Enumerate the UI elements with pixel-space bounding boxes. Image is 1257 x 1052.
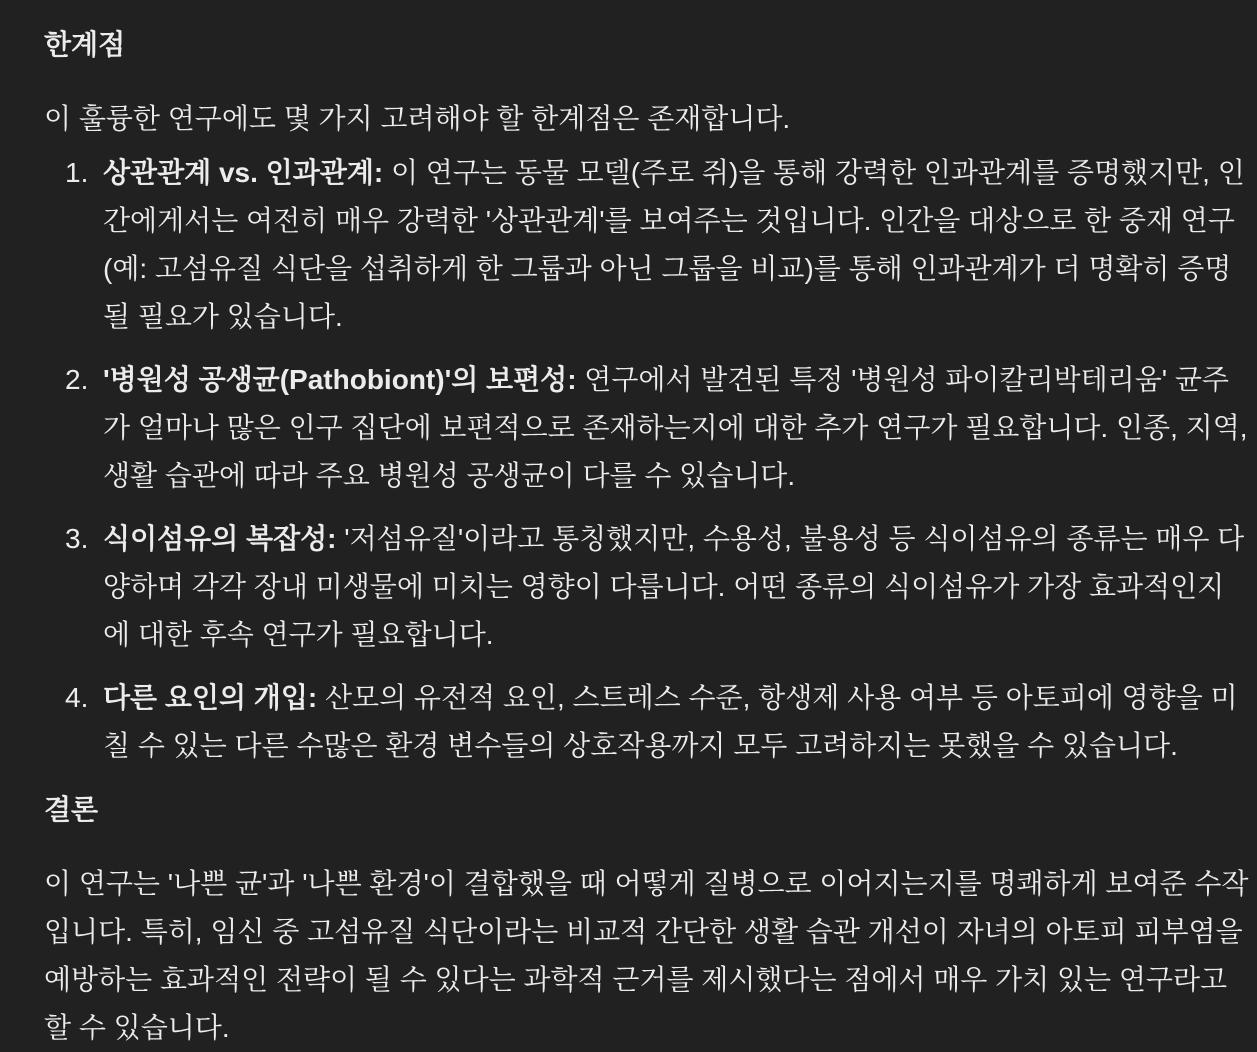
list-item-content: [103, 674, 1249, 770]
limitations-intro: 이 훌륭한 연구에도 몇 가지 고려해야 할 한계점은 존재합니다.: [44, 103, 791, 134]
list-item-content: [103, 356, 1249, 500]
conclusion-heading: 결론: [44, 794, 99, 825]
list-item-label: 상관관계 vs. 인과관계:: [103, 157, 384, 188]
list-item-label: '병원성 공생균(Pathobiont)'의 보편성:: [103, 364, 577, 395]
list-item: [44, 515, 1249, 659]
conclusion-body: 이 연구는 '나쁜 균'과 '나쁜 환경'이 결합했을 때 어떻게 질병으로 이어지는지를 명쾌하게 보여준 수작입니다. 특히, 임신 중 고섬유질 식단이라는 비교적 간단한 생활 습관 개선이 자녀의 아토피 피부염을 예방하는 효과적인 전략이 될 수 있다는 과학적 근거를 제시했다는 점에서 매우 가치 있는 연구라고 할 수 있습니다.: [44, 868, 1249, 1043]
list-item-label: 다른 요인의 개입:: [103, 682, 318, 713]
list-item-number: 3.: [65, 523, 89, 554]
list-item-number: 1.: [65, 157, 89, 188]
list-item: [44, 149, 1249, 341]
limitations-heading: 한계점: [44, 29, 126, 60]
list-item-content: [103, 515, 1249, 659]
list-item-content: [103, 149, 1249, 341]
list-item: [44, 356, 1249, 500]
list-item-number: 4.: [65, 682, 89, 713]
list-item-text: 이 연구는 동물 모델(주로 쥐)을 통해 강력한 인과관계를 증명했지만, 인간에게서는 여전히 매우 강력한 '상관관계'를 보여주는 것입니다. 인간을 대상으로 한 중재 연구(예: 고섬유질 식단을 섭취하게 한 그룹과 아닌 그룹을 비교)를 통해 인과관계가 더 명확히 증명될 필요가 있습니다.: [103, 157, 1245, 332]
list-item-label: 식이섬유의 복잡성:: [103, 523, 337, 554]
list-item-number: 2.: [65, 364, 89, 395]
list-item-text: '저섬유질'이라고 통칭했지만, 수용성, 불용성 등 식이섬유의 종류는 매우 다양하며 각각 장내 미생물에 미치는 영향이 다릅니다. 어떤 종류의 식이섬유가 가장 효과적인지에 대한 후속 연구가 필요합니다.: [103, 523, 1245, 650]
list-item-text: 연구에서 발견된 특정 '병원성 파이칼리박테리움' 균주가 얼마나 많은 인구 집단에 보편적으로 존재하는지에 대한 추가 연구가 필요합니다. 인종, 지역, 생활 습관에 따라 주요 병원성 공생균이 다를 수 있습니다.: [103, 364, 1248, 491]
list-item-text: 산모의 유전적 요인, 스트레스 수준, 항생제 사용 여부 등 아토피에 영향을 미칠 수 있는 다른 수많은 환경 변수들의 상호작용까지 모두 고려하지는 못했을 수 있습니다.: [103, 682, 1238, 761]
limitations-list: [44, 149, 1249, 770]
list-item: [44, 674, 1249, 770]
